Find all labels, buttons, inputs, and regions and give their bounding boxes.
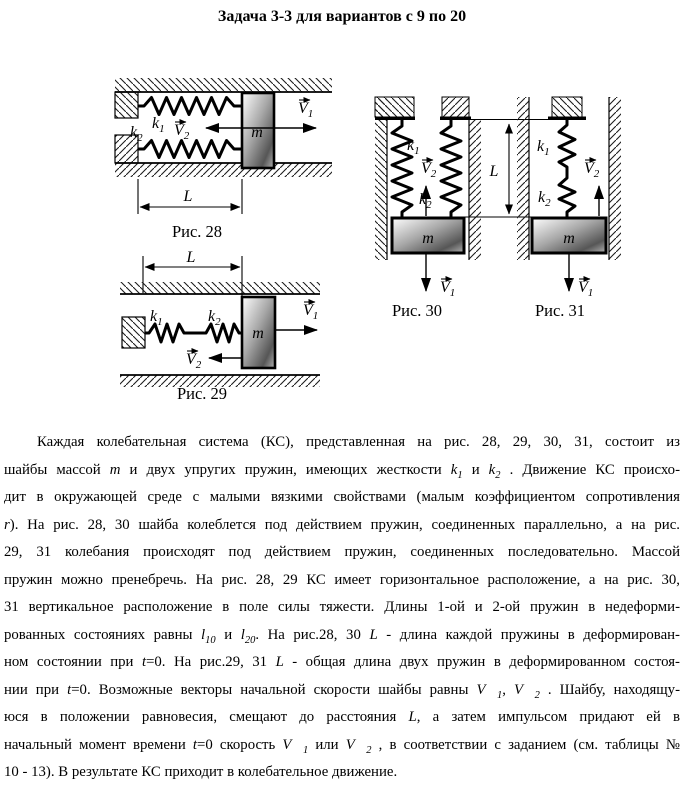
fig30-v2-label xyxy=(421,160,437,180)
paragraph-line: 29, 31 колебания происходят под действием пружин, соединенных последовательно. Массой xyxy=(4,544,680,560)
fig28-length-label: L xyxy=(183,188,193,205)
fig28-ceiling-hatch xyxy=(115,78,332,92)
fig30-left-wall xyxy=(375,97,387,260)
paragraph-line: 10 - 13). В результате КС приходит в колебательное движение. xyxy=(4,764,398,780)
fig29-caption: Рис. 29 xyxy=(176,384,228,403)
fig31-caption: Рис. 31 xyxy=(534,301,586,320)
figure-31 xyxy=(532,97,621,320)
fig29-anchor-block xyxy=(122,317,145,348)
paragraph xyxy=(4,429,680,787)
svg-text:V2: $V_2$ xyxy=(584,160,600,180)
svg-text:V2: $V_2$ xyxy=(186,351,202,371)
fig30-k2-label: $k_2$ xyxy=(419,191,432,211)
paragraph-line: ном состоянии при t=0. На рис.29, 31 L - общая длина двух пружин в деформированном состоя- xyxy=(4,654,680,670)
paragraph-line: начальный момент времени t=0 скорость $V⃗_1$ или $V⃗_2$ , в соответствии с заданием (см. таблицы № xyxy=(4,736,681,756)
svg-text:V1: $V_1$ xyxy=(298,100,314,120)
svg-text:V1: $V_1$ xyxy=(578,279,594,299)
fig28-upper-anchor xyxy=(115,92,138,118)
fig28-caption: Рис. 28 xyxy=(171,222,223,241)
page-title: Задача 3-3 для вариантов с 9 по 20 xyxy=(217,8,467,25)
fig30-right-wall xyxy=(469,120,481,260)
fig31-mass-label: m xyxy=(563,230,575,247)
fig29-v1-label xyxy=(303,302,318,322)
svg-text:V2: $V_2$ xyxy=(421,160,437,180)
fig31-right-wall xyxy=(609,97,621,260)
fig31-k2-label: $k_2$ xyxy=(538,189,551,209)
fig30-ceiling-bar-mid xyxy=(440,117,471,121)
figure-28 xyxy=(115,78,332,241)
paragraph-line: рованных состояниях равны $l_{10}$ и $l_{20}$. На рис.28, 30 L - длина каждой пружины в деформирован- xyxy=(4,626,680,646)
fig31-v1-label xyxy=(578,279,593,299)
fig30-caption: Рис. 30 xyxy=(391,301,443,320)
fig29-ceiling-hatch xyxy=(120,282,320,294)
fig31-left-wall xyxy=(517,97,529,260)
fig28-mass-label: m xyxy=(251,124,263,141)
fig28-floor-hatch xyxy=(115,163,332,177)
fig30-ceiling-block-mid xyxy=(442,97,469,117)
fig29-k1-label: $k_1$ xyxy=(150,308,163,328)
paragraph-line: Каждая колебательная система (КС), представленная на рис. 28, 29, 30, 31, состоит из xyxy=(37,434,680,450)
paragraph-line: дит в окружающей среде с малыми вязкими свойствами (малым коэффициентом сопротивления xyxy=(4,489,680,505)
paragraph-line: 31 вертикальное расположение в поле силы тяжести. Длины 1-ой и 2-ой пружин в недеформи- xyxy=(4,599,680,615)
fig31-v2-label xyxy=(584,160,600,180)
fig28-k2-label: $k_2$ xyxy=(130,124,143,144)
fig30-spring-k2 xyxy=(441,120,461,218)
fig28-k1-label: $k_1$ xyxy=(152,115,165,135)
paragraph-line: пружин можно пренебречь. На рис. 28, 29 КС имеет горизонтальное расположение, а на рис. 30, xyxy=(4,571,680,588)
fig30-ceiling-block-left xyxy=(375,97,414,117)
figure-30 xyxy=(375,97,481,320)
fig28-spring-k2 xyxy=(138,141,242,158)
fig28-v1-label xyxy=(298,100,313,120)
svg-text:V1: $V_1$ xyxy=(440,279,456,299)
fig31-ceiling-bar xyxy=(548,117,586,121)
fig29-k2-label: $k_2$ xyxy=(208,308,221,328)
svg-text:V2: $V_2$ xyxy=(174,122,190,142)
paragraph-line: r). На рис. 28, 30 шайба колеблется под действием пружин, соединенных параллельно, а на рис. xyxy=(4,516,680,533)
paragraph-line: шайбы массой m и двух упругих пружин, имеющих жесткости $k_1$ и $k_2$ . Движение КС происхо- xyxy=(4,461,680,481)
fig30-k1-label: $k_1$ xyxy=(407,137,420,157)
svg-text:V1: $V_1$ xyxy=(303,302,319,322)
fig29-v2-label xyxy=(186,351,202,371)
fig28-spring-k1 xyxy=(138,98,242,115)
figure-29 xyxy=(120,249,320,403)
fig31-k1-label: $k_1$ xyxy=(537,138,550,158)
fig30-v1-label xyxy=(440,279,455,299)
fig31-spring-series xyxy=(559,120,575,218)
fig28-v2-label xyxy=(174,122,190,142)
fig31-ceiling-block xyxy=(552,97,582,117)
fig29-mass-label: m xyxy=(252,325,264,342)
paragraph-line: нии при t=0. Возможные векторы начальной скорости шайбы равны $V⃗_1$, $V⃗_2$ . Шайбу, находящу- xyxy=(4,681,680,701)
fig30-ceiling-bar-left xyxy=(375,117,415,121)
fig30-mass-label: m xyxy=(422,230,434,247)
dim-length-label: L xyxy=(489,163,499,180)
fig29-length-label: L xyxy=(186,249,196,266)
paragraph-line: юся в положении равновесия, смещают до расстояния L, а затем импульсом придают ей в xyxy=(4,709,680,725)
fig30-spring-k1 xyxy=(392,120,412,218)
